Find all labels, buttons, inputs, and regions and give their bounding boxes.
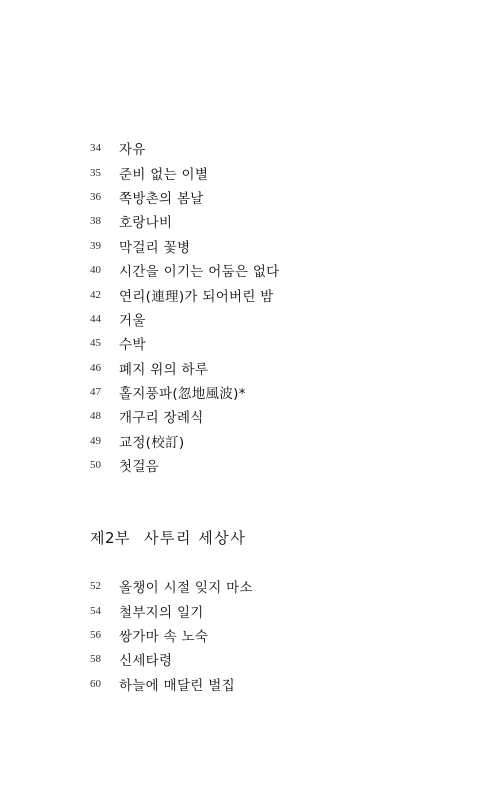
toc-page-number: 45 [90, 337, 101, 350]
toc-title: 막걸리 꽃병 [119, 239, 191, 256]
toc-page-number: 47 [90, 386, 101, 399]
toc-title: 쪽방촌의 봄날 [119, 190, 204, 207]
part-heading [90, 527, 246, 548]
toc-page-number: 49 [90, 434, 101, 447]
toc-title: 호랑나비 [119, 215, 173, 232]
toc-title: 연리(連理)가 되어버린 밤 [119, 288, 274, 305]
toc-title: 교정(校訂) [119, 434, 185, 451]
toc-entry [90, 647, 253, 671]
toc-title: 홀지풍파(忽地風波)* [119, 386, 246, 403]
toc-page-number: 35 [90, 166, 101, 179]
toc-title: 철부지의 일기 [119, 604, 204, 621]
toc-page-number: 38 [90, 215, 101, 228]
toc-entry [90, 429, 280, 453]
toc-title: 거울 [119, 312, 146, 329]
toc-entry [90, 623, 253, 647]
toc-entry [90, 574, 253, 598]
toc-page-number: 48 [90, 410, 101, 423]
toc-page-number: 40 [90, 264, 101, 277]
toc-entry [90, 209, 280, 233]
toc-page-number: 46 [90, 361, 101, 374]
toc-list-part1 [90, 136, 280, 477]
toc-title: 신세타령 [119, 653, 173, 670]
toc-page-number: 50 [90, 459, 101, 472]
toc-entry [90, 307, 280, 331]
toc-page-number: 42 [90, 288, 101, 301]
part-title: 사투리 세상사 [144, 529, 247, 547]
toc-title: 올챙이 시절 잊지 마소 [119, 580, 253, 597]
toc-entry [90, 598, 253, 622]
toc-title: 첫걸음 [119, 459, 160, 476]
toc-title: 시간을 이기는 어둠은 없다 [119, 264, 280, 281]
toc-entry [90, 234, 280, 258]
toc-entry [90, 136, 280, 160]
toc-title: 쌍가마 속 노숙 [119, 628, 209, 645]
toc-title: 수박 [119, 337, 146, 354]
toc-page-number: 58 [90, 653, 101, 666]
toc-entry [90, 453, 280, 477]
toc-title: 폐지 위의 하루 [119, 361, 209, 378]
toc-page-number: 34 [90, 142, 101, 155]
toc-page-number: 44 [90, 312, 101, 325]
toc-entry [90, 672, 253, 696]
toc-title: 준비 없는 이별 [119, 166, 209, 183]
toc-entry [90, 380, 280, 404]
toc-entry [90, 282, 280, 306]
toc-title: 하늘에 매달린 벌집 [119, 677, 235, 694]
toc-entry [90, 160, 280, 184]
toc-entry [90, 331, 280, 355]
toc-page-number: 52 [90, 580, 101, 593]
toc-entry [90, 185, 280, 209]
toc-title: 개구리 장례식 [119, 410, 204, 427]
toc-page-number: 56 [90, 628, 101, 641]
toc-page-number: 39 [90, 239, 101, 252]
toc-entry [90, 258, 280, 282]
part-label: 제2부 [90, 529, 131, 547]
toc-page-number: 60 [90, 677, 101, 690]
toc-list-part2 [90, 574, 253, 696]
toc-entry [90, 404, 280, 428]
toc-page-number: 36 [90, 190, 101, 203]
toc-page-number: 54 [90, 604, 101, 617]
toc-title: 자유 [119, 142, 146, 159]
toc-entry [90, 356, 280, 380]
